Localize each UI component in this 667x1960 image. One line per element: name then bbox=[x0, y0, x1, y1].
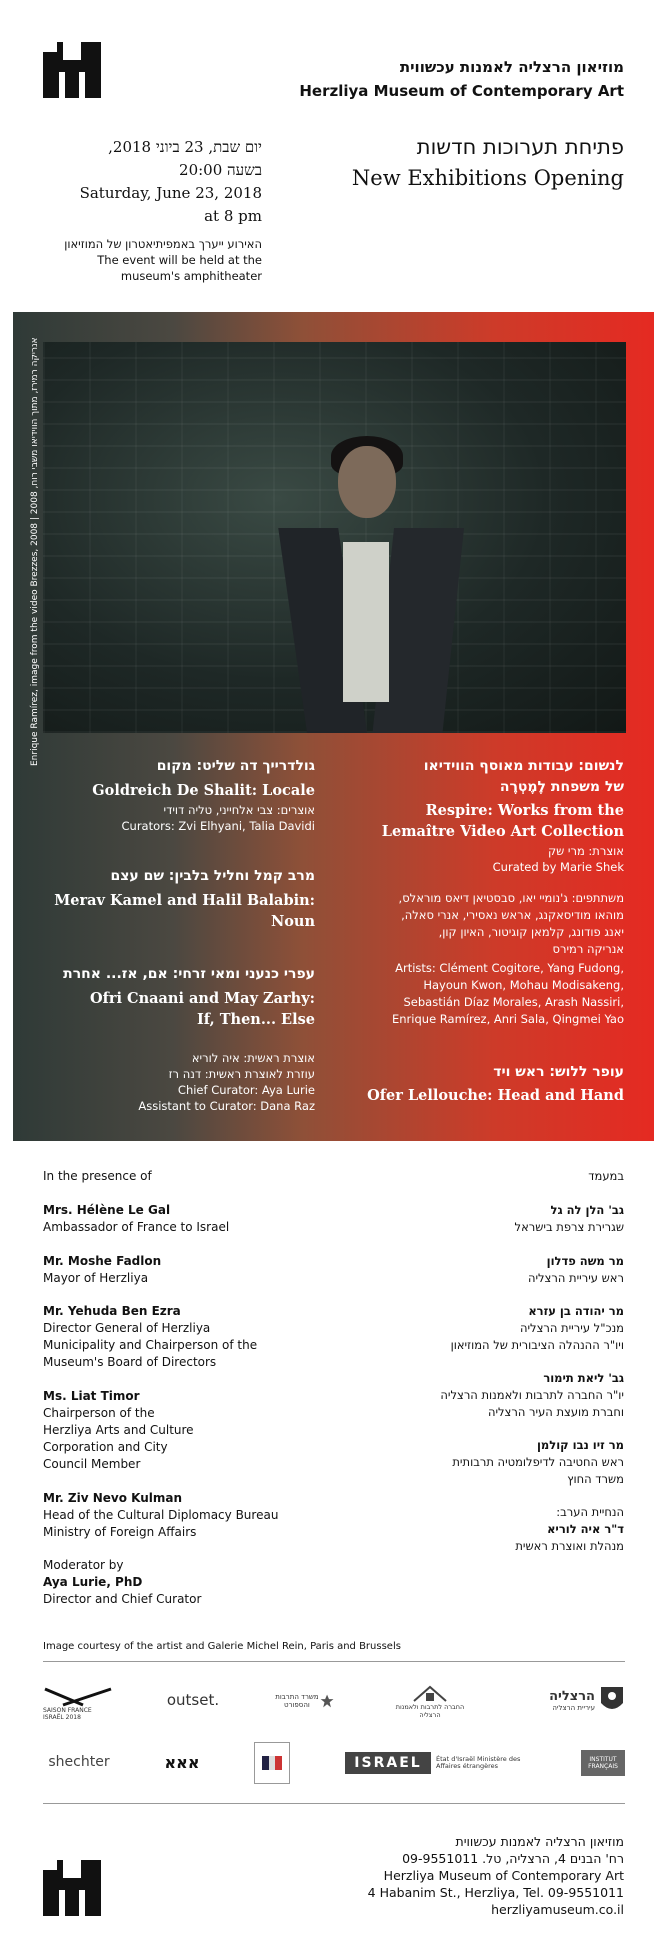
exhibition-5-title-he: עופר ללוש: ראש ויד bbox=[493, 1064, 624, 1080]
presence-en-2 bbox=[43, 1253, 161, 1287]
star-icon bbox=[320, 1690, 334, 1712]
exhibition-4-title-he-1: לנשום: עבודות מאוסף הווידיאו bbox=[423, 758, 624, 774]
moderator-en-role: Director and Chief Curator bbox=[43, 1592, 202, 1606]
presence-en-1 bbox=[43, 1202, 229, 1236]
museum-name-en: Herzliya Museum of Contemporary Art bbox=[299, 82, 624, 100]
footer-website-link[interactable]: herzliyamuseum.co.il bbox=[491, 1902, 624, 1917]
herzliya-municipality-logo bbox=[517, 1682, 625, 1718]
museum-logo-icon bbox=[43, 42, 101, 98]
exhibition-1-title-en: Goldreich De Shalit: Locale bbox=[92, 782, 315, 799]
museum-name-he: מוזיאון הרצליה לאמנות עכשווית bbox=[399, 58, 624, 76]
art-mark-logo: אאא bbox=[164, 1752, 200, 1772]
assistant-curator-he: עוזרת לאוצרת ראשית: דנה רז bbox=[168, 1067, 315, 1081]
exhibition-4-artists-en-1: Artists: Clément Cogitore, Yang Fudong, bbox=[395, 961, 624, 975]
presence-en-5-line-2: Ministry of Foreign Affairs bbox=[43, 1525, 197, 1539]
footer-museum-he: מוזיאון הרצליה לאמנות עכשווית bbox=[455, 1834, 624, 1849]
exhibition-3-title-he: עפרי כנעני ומאי זרחי: אם, אז... אחרת bbox=[63, 966, 315, 982]
footer-museum-logo bbox=[43, 1860, 101, 1916]
chief-curator-he: אוצרת ראשית: איה לוריא bbox=[191, 1051, 315, 1065]
featured-image bbox=[43, 342, 626, 733]
diplomatie-logo: État d'Israël Ministère des Affaires étrangères bbox=[436, 1755, 521, 1770]
saison-logo bbox=[43, 1676, 113, 1732]
chief-curator-en: Chief Curator: Aya Lurie bbox=[177, 1083, 315, 1097]
exhibition-4-artists-en-4: Enrique Ramírez, Anri Sala, Qingmei Yao bbox=[392, 1012, 624, 1026]
presence-he-5-name: מר זיו נבו קולמן bbox=[536, 1438, 624, 1452]
saison-logo-text: SAISON FRANCE ISRAËL 2018 bbox=[43, 1707, 92, 1721]
presence-en-5 bbox=[43, 1490, 278, 1541]
moderator-he-label: הנחיית הערב: bbox=[556, 1505, 624, 1519]
exhibition-1-title-he: גולדרייך דה שליט: מקום bbox=[156, 758, 315, 774]
presence-en-3-line-1: Director General of Herzliya bbox=[43, 1321, 211, 1335]
outset-logo: outset. bbox=[166, 1691, 220, 1709]
presence-he-1-line-1: שגרירת צרפת בישראל bbox=[514, 1220, 624, 1234]
presence-en-1-line-1: Ambassador of France to Israel bbox=[43, 1220, 230, 1234]
presence-he-3-name: מר יהודה בן עזרא bbox=[528, 1304, 624, 1318]
institut-francais-logo: INSTITUT FRANÇAIS bbox=[581, 1750, 625, 1776]
divider-bottom bbox=[43, 1803, 625, 1804]
presence-he-2-line-1: ראש עיריית הרצליה bbox=[527, 1271, 624, 1285]
footer-museum-logo-icon bbox=[43, 1860, 101, 1916]
flag-icon bbox=[262, 1756, 282, 1770]
presence-en-4-line-1: Chairperson of the bbox=[43, 1406, 155, 1420]
footer-museum-en: Herzliya Museum of Contemporary Art bbox=[383, 1868, 624, 1883]
shechter-logo: shechter bbox=[48, 1754, 110, 1770]
exhibition-1-curators-he: אוצרים: צבי אלחייני, טליה דוידי bbox=[163, 803, 315, 817]
presence-he-4-line-1: יו"ר החברה לתרבות ולאמנות הרצליה bbox=[440, 1388, 624, 1402]
saison-stroke-icon bbox=[43, 1687, 113, 1707]
exhibition-2-title-he: מרב קמל וחליל בלבין: שם עצם bbox=[110, 868, 315, 884]
presence-en-4-line-4: Council Member bbox=[43, 1457, 141, 1471]
presence-he-5-line-2: משרד החוץ bbox=[567, 1472, 624, 1486]
exhibition-4-artists-he-3: יאנג פודונג, קלמאן קוגיטור, האיון קון, bbox=[438, 925, 624, 939]
presence-he-5 bbox=[452, 1437, 624, 1488]
date-he-2: בשעה 20:00 bbox=[179, 161, 262, 179]
assistant-curator-en: Assistant to Curator: Dana Raz bbox=[138, 1099, 315, 1113]
exhibition-4-artists-he-2: מוהאו מודיסאקנג, אראש נאסירי, אנרי סאלה, bbox=[401, 908, 624, 922]
museum-logo bbox=[43, 42, 101, 98]
presence-en-4-name: Ms. Liat Timor bbox=[43, 1389, 140, 1403]
exhibition-4-curator-en: Curated by Marie Shek bbox=[492, 860, 624, 874]
moderator-he bbox=[515, 1504, 624, 1555]
exhibition-5-title-en: Ofer Lellouche: Head and Hand bbox=[367, 1087, 624, 1104]
exhibition-3-title-en-1: Ofri Cnaani and May Zarhy: bbox=[89, 990, 315, 1007]
arts-corporation-logo bbox=[390, 1684, 470, 1720]
presence-en-3-name: Mr. Yehuda Ben Ezra bbox=[43, 1304, 181, 1318]
venue-en-2: museum's amphitheater bbox=[120, 269, 262, 283]
presence-en-3 bbox=[43, 1303, 257, 1371]
venue-he: האירוע ייערך באמפיתיאטרון של המוזיאון bbox=[64, 237, 262, 251]
presence-he-2-name: מר משה פדלון bbox=[546, 1254, 624, 1268]
exhibition-4-artists-he-1: משתתפים: ג'נומיי יאו, סבסטיאן דיאס מוראלס, bbox=[398, 891, 624, 905]
presence-he-4-line-2: וחברת מועצת העיר הרצליה bbox=[487, 1405, 624, 1419]
exhibition-4-artists-en-3: Sebastián Díaz Morales, Arash Nassiri, bbox=[403, 995, 624, 1009]
image-credit-vertical: Enrique Ramírez, image from the video Brezzes, 2008 | אנריקה רמירז, מתוך הווידיאו משבי רוח, 2008 bbox=[30, 337, 40, 766]
presence-he-4 bbox=[440, 1370, 624, 1421]
presence-he-2 bbox=[528, 1253, 624, 1287]
moderator-en-label: Moderator by bbox=[43, 1558, 124, 1572]
embassy-emblem bbox=[254, 1742, 290, 1784]
presence-heading-he: במעמד bbox=[588, 1169, 624, 1183]
date-en-1: Saturday, June 23, 2018 bbox=[79, 184, 262, 202]
herzliya-emblem-icon bbox=[599, 1685, 625, 1715]
opening-title-he: פתיחת תערוכות חדשות bbox=[416, 135, 624, 159]
herzliya-logo-text: הרצליה bbox=[549, 1688, 595, 1704]
israel-brand-logo: ISRAEL bbox=[345, 1752, 431, 1774]
footer-contact bbox=[368, 1833, 624, 1918]
moderator-he-role: מנהלת ואוצרת ראשית bbox=[515, 1539, 624, 1553]
arts-corporation-logo-text: החברה לתרבות ולאמנות הרצליה bbox=[395, 1703, 465, 1719]
footer-address-he: רח' הבנים 4, הרצליה, טל. 09-9551011 bbox=[402, 1851, 624, 1866]
arts-corp-icon bbox=[412, 1685, 448, 1703]
image-courtesy: Image courtesy of the artist and Galerie Michel Rein, Paris and Brussels bbox=[43, 1641, 401, 1652]
herzliya-logo-subtext: עיריית הרצליה bbox=[552, 1703, 595, 1712]
ministry-culture-logo bbox=[274, 1684, 334, 1718]
event-date-block bbox=[64, 136, 262, 284]
presence-en-5-line-1: Head of the Cultural Diplomacy Bureau bbox=[43, 1508, 279, 1522]
presence-en-2-line-1: Mayor of Herzliya bbox=[43, 1271, 149, 1285]
exhibition-4-artists-en-2: Hayoun Kwon, Mohau Modisakeng, bbox=[423, 978, 624, 992]
presence-en-4 bbox=[43, 1388, 194, 1473]
divider-top bbox=[43, 1661, 625, 1662]
presence-en-2-name: Mr. Moshe Fadlon bbox=[43, 1254, 162, 1268]
presence-he-3 bbox=[451, 1303, 624, 1354]
presence-en-4-line-3: Corporation and City bbox=[43, 1440, 168, 1454]
date-he-1: יום שבת, 23 ביוני 2018, bbox=[108, 138, 262, 156]
exhibition-4-curator-he: אוצרת: מרי שק bbox=[547, 844, 624, 858]
date-en-2: at 8 pm bbox=[204, 207, 262, 225]
presence-he-1 bbox=[515, 1202, 624, 1236]
presence-en-4-line-2: Herzliya Arts and Culture bbox=[43, 1423, 194, 1437]
exhibition-3-title-en-2: If, Then... Else bbox=[196, 1011, 315, 1028]
exhibition-2-title-en-2: Noun bbox=[270, 913, 315, 930]
ministry-culture-logo-text: משרד התרבות והספורט bbox=[275, 1693, 319, 1709]
exhibition-1-curators-en: Curators: Zvi Elhyani, Talia Davidi bbox=[121, 819, 315, 833]
opening-title-en: New Exhibitions Opening bbox=[351, 166, 624, 190]
presence-en-1-name: Mrs. Hélène Le Gal bbox=[43, 1203, 171, 1217]
venue-en-1: The event will be held at the bbox=[97, 253, 262, 267]
presence-heading-en: In the presence of bbox=[43, 1169, 152, 1183]
moderator-en bbox=[43, 1557, 201, 1608]
exhibition-4-artists-he-4: אנריקה רמירס bbox=[552, 942, 624, 956]
presence-he-3-line-2: ויו"ר ההנהלה הציבורית של המוזיאון bbox=[450, 1338, 624, 1352]
moderator-he-name: ד"ר איה לוריא bbox=[547, 1522, 624, 1536]
presence-en-3-line-2: Municipality and Chairperson of the bbox=[43, 1338, 258, 1352]
presence-he-4-name: גב' ליאת תימור bbox=[543, 1371, 624, 1385]
exhibition-2-title-en-1: Merav Kamel and Halil Balabin: bbox=[54, 892, 315, 909]
moderator-en-name: Aya Lurie, PhD bbox=[43, 1575, 143, 1589]
footer-address-en: 4 Habanim St., Herzliya, Tel. 09-9551011 bbox=[367, 1885, 624, 1900]
presence-en-3-line-3: Museum's Board of Directors bbox=[43, 1355, 217, 1369]
presence-he-1-name: גב' הלן לה גל bbox=[550, 1203, 624, 1217]
exhibition-4-title-he-2: של משפחת לֶמֶטְרֶה bbox=[499, 779, 624, 795]
exhibition-4-title-en-1: Respire: Works from the bbox=[425, 802, 624, 819]
presence-he-3-line-1: מנכ"ל עיריית הרצליה bbox=[519, 1321, 624, 1335]
exhibition-4-title-en-2: Lemaître Video Art Collection bbox=[381, 823, 624, 840]
presence-en-5-name: Mr. Ziv Nevo Kulman bbox=[43, 1491, 183, 1505]
presence-he-5-line-1: ראש החטיבה לדיפלומטיה תרבותית bbox=[452, 1455, 624, 1469]
